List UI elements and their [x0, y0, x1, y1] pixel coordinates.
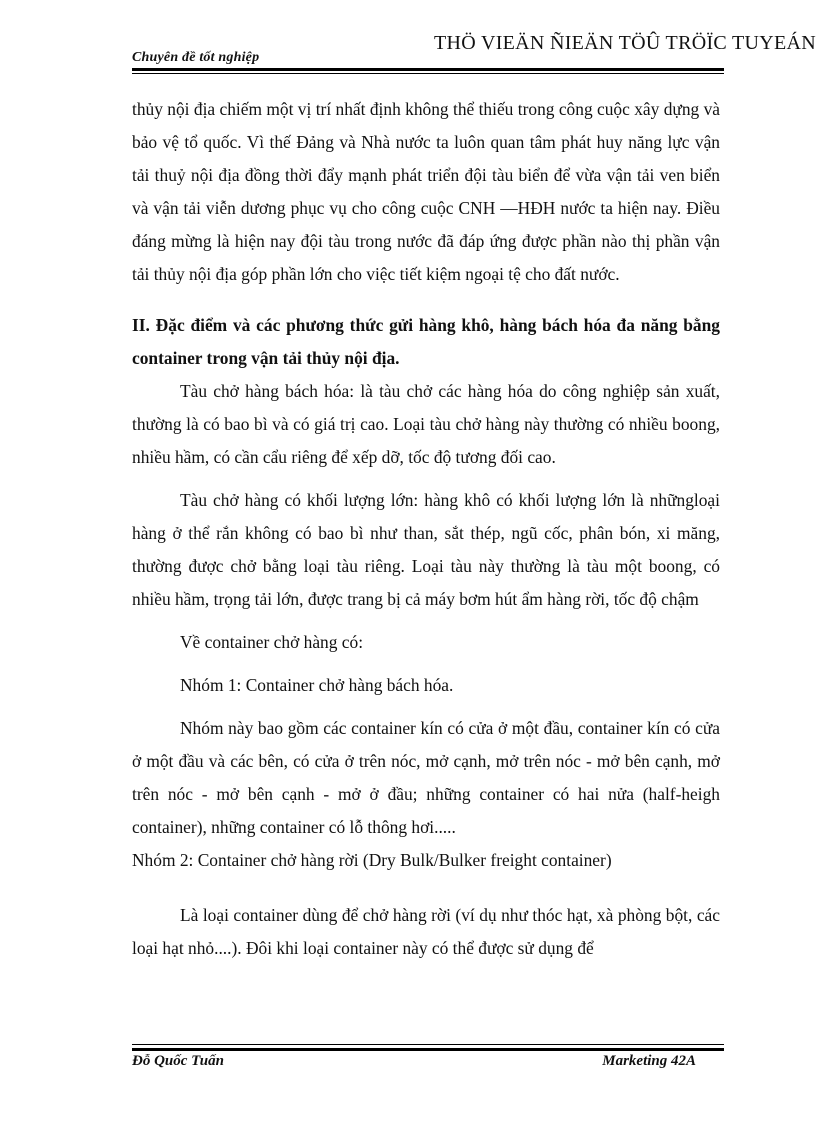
footer-rule: [132, 1048, 724, 1051]
header-library-label: THÖ VIEÄN ÑIEÄN TÖÛ TRÖÏC TUYEÁN: [434, 32, 816, 54]
paragraph-6: Nhóm này bao gồm các container kín có cửa ở một đầu, container kín có cửa ở một đầu và các bên, có cửa ở trên nóc, mở cạnh, mở trên nóc - mở bên cạnh, mở trên nóc - mở bên cạnh - mở ở đầu; những container có hai nửa (half-heigh container), những container có lỗ thông hơi.....: [132, 718, 720, 837]
footer-author: Đỗ Quốc Tuấn: [132, 1053, 224, 1069]
paragraph-3: Tàu chở hàng có khối lượng lớn: hàng khô có khối lượng lớn là nhữngloại hàng ở thể rắn không có bao bì như than, sắt thép, ngũ cốc, phân bón, xi măng, thường được chở bằng loại tàu riêng. Loại tàu này thường là tàu một boong, có nhiều hầm, trọng tải lớn, được trang bị cả máy bơm hút ẩm hàng rời, tốc độ chậm: [132, 490, 720, 609]
footer-rule-thin: [132, 1044, 724, 1045]
paragraph-7: Là loại container dùng để chở hàng rời (ví dụ như thóc hạt, xà phòng bột, các loại hạt nhỏ....). Đôi khi loại container này có thể được sử dụng để: [132, 905, 720, 958]
footer-class: Marketing 42A: [602, 1053, 696, 1069]
header-title: Chuyên đề tốt nghiệp: [132, 50, 260, 65]
page-body: [132, 93, 720, 965]
section-heading: II. Đặc điểm và các phương thức gửi hàng khô, hàng bách hóa đa năng bằng container trong vận tải thủy nội địa.: [132, 315, 720, 368]
paragraph-6b: Nhóm 2: Container chở hàng rời (Dry Bulk/Bulker freight container): [132, 850, 612, 870]
header-rule: [132, 68, 724, 71]
paragraph-5: Nhóm 1: Container chở hàng bách hóa.: [180, 675, 454, 695]
paragraph-1: thủy nội địa chiếm một vị trí nhất định không thể thiếu trong công cuộc xây dựng và bảo vệ tổ quốc. Vì thế Đảng và Nhà nước ta luôn quan tâm phát huy năng lực vận tải thuỷ nội địa đồng thời đẩy mạnh phát triển đội tàu biển để vừa vận tải ven biển và vận tải viễn dương phục vụ cho công cuộc CNH —HĐH nước ta hiện nay. Điều đáng mừng là hiện nay đội tàu trong nước đã đáp ứng được phần nào thị phần vận tải thủy nội địa góp phần lớn cho việc tiết kiệm ngoại tệ cho đất nước.: [132, 99, 720, 284]
paragraph-2: Tàu chở hàng bách hóa: là tàu chở các hàng hóa do công nghiệp sản xuất, thường là có bao bì và có giá trị cao. Loại tàu chở hàng này thường có nhiều boong, nhiều hầm, có cần cẩu riêng để xếp dỡ, tốc độ tương đối cao.: [132, 381, 720, 467]
header-rule-thin: [132, 73, 724, 74]
paragraph-4: Về container chở hàng có:: [180, 632, 364, 652]
